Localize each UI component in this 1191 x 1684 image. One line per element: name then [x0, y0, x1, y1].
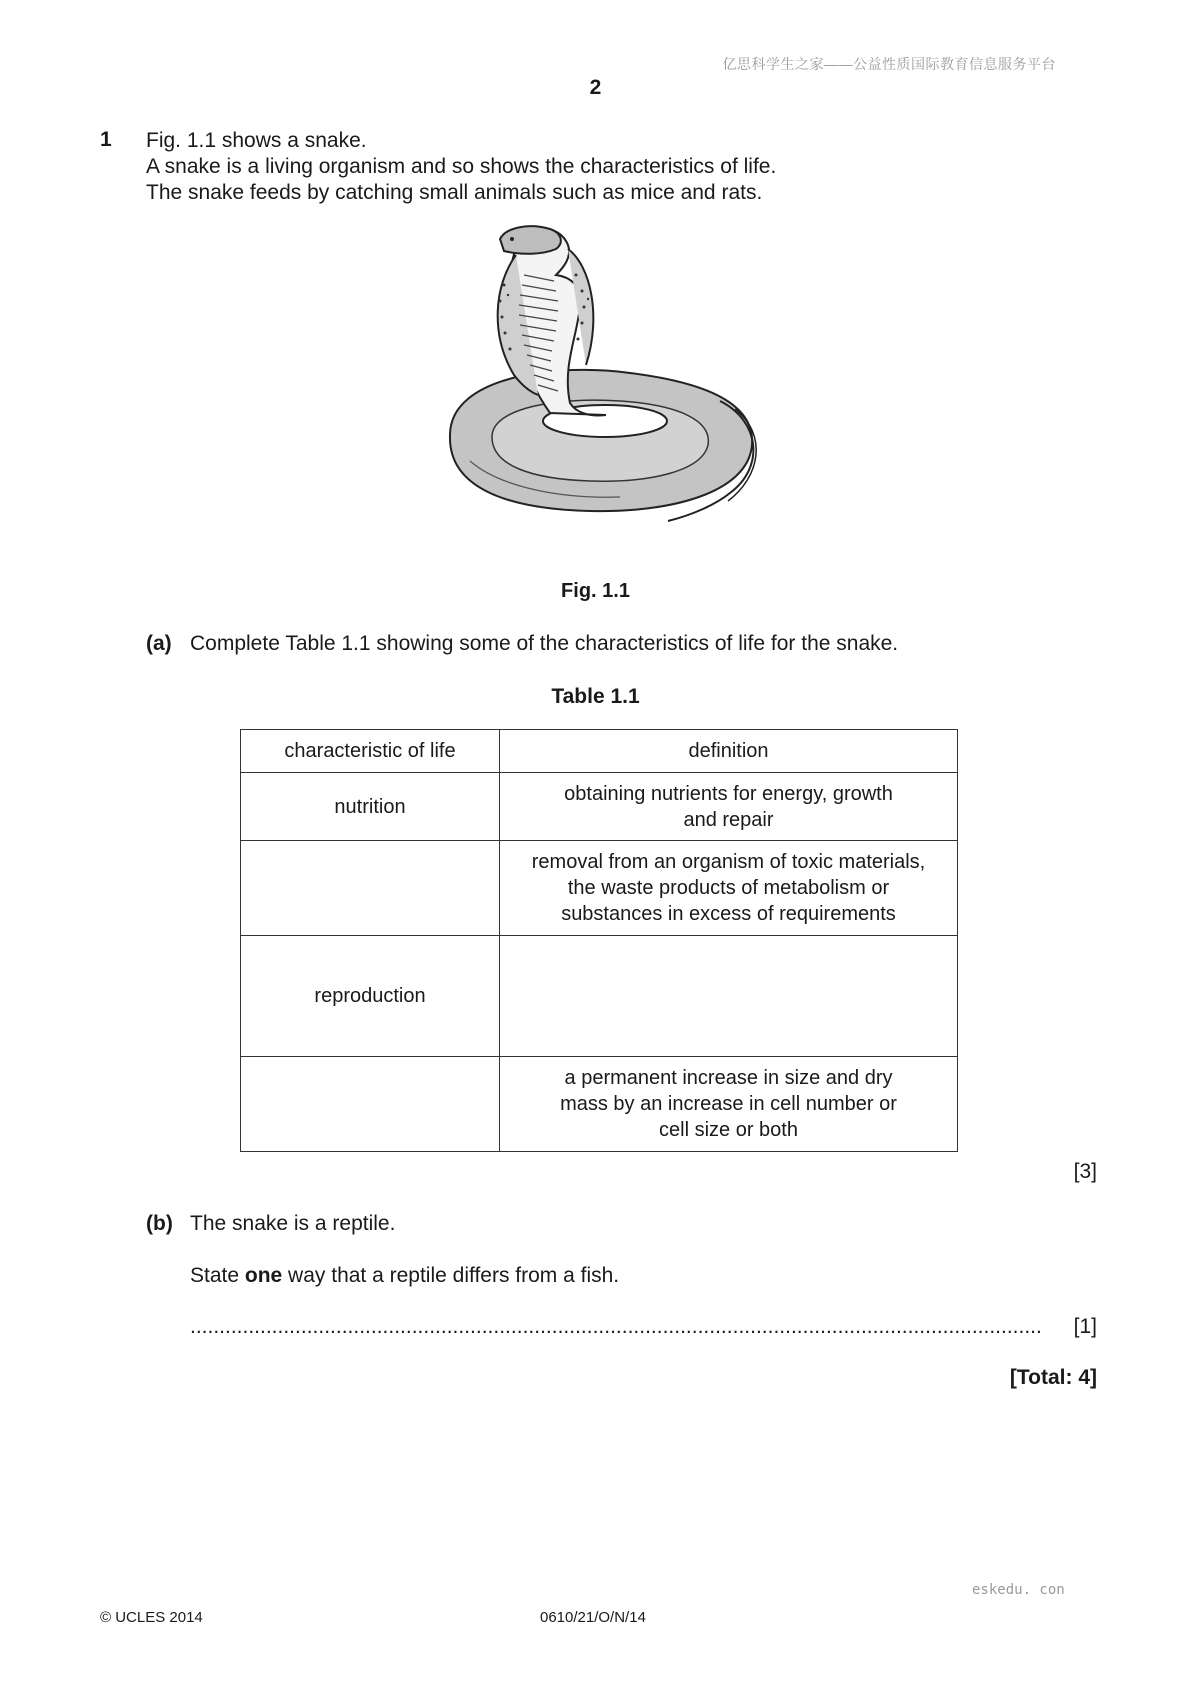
characteristic-answer-cell[interactable] [241, 841, 500, 936]
definition-answer-cell[interactable] [500, 936, 958, 1057]
definition-line: obtaining nutrients for energy, growth [564, 782, 893, 805]
characteristics-table [240, 729, 958, 1152]
characteristic-cell: reproduction [241, 936, 500, 1057]
table-row [241, 773, 958, 841]
table-row [241, 841, 958, 936]
part-b-instruction [190, 1264, 619, 1288]
header-watermark: 亿思科学生之家——公益性质国际教育信息服务平台 [722, 56, 1056, 72]
part-a-marks: [3] [1073, 1160, 1097, 1183]
table-title: Table 1.1 [551, 685, 640, 708]
definition-line: the waste products of metabolism or [567, 877, 890, 899]
definition-line: substances in excess of requirements [561, 903, 896, 925]
intro-line: The snake feeds by catching small animals such as mice and rats. [146, 181, 763, 204]
part-b-text: The snake is a reptile. [190, 1212, 396, 1235]
snake-illustration [430, 225, 770, 545]
part-a-text: Complete Table 1.1 showing some of the characteristics of life for the snake. [190, 632, 899, 655]
instruction-bold: one [244, 1264, 283, 1287]
definition-cell [500, 1057, 958, 1152]
page-number: 2 [589, 76, 602, 99]
characteristic-answer-cell[interactable] [241, 1057, 500, 1152]
table-header-row [241, 730, 958, 773]
table-row [241, 936, 958, 1057]
figure-caption: Fig. 1.1 [561, 580, 630, 602]
instruction-pre: State [190, 1264, 245, 1287]
characteristic-cell: nutrition [241, 773, 500, 841]
definition-line: mass by an increase in cell number or [560, 1093, 897, 1115]
header-definition: definition [500, 730, 958, 773]
question-number: 1 [100, 128, 112, 151]
footer-code: 0610/21/O/N/14 [540, 1609, 646, 1626]
header-characteristic: characteristic of life [241, 730, 500, 773]
intro-line: A snake is a living organism and so shows the characteristics of life. [146, 155, 777, 178]
part-a-label: (a) [146, 632, 172, 655]
intro-line: Fig. 1.1 shows a snake. [146, 129, 367, 152]
definition-cell [500, 841, 958, 936]
definition-line: cell size or both [659, 1119, 798, 1141]
part-b-marks: [1] [1073, 1315, 1097, 1338]
table-row [241, 1057, 958, 1152]
footer-copyright: © UCLES 2014 [100, 1609, 203, 1626]
answer-line[interactable]: .................................................................................................................................................. [190, 1315, 1042, 1338]
question-intro [146, 128, 776, 206]
definition-line: and repair [683, 808, 774, 831]
instruction-post: way that a reptile differs from a fish. [282, 1264, 620, 1287]
part-b-label: (b) [146, 1212, 173, 1235]
total-marks: [Total: 4] [1009, 1366, 1097, 1389]
definition-line: removal from an organism of toxic materials, [531, 851, 926, 873]
footer-watermark: eskedu. con [972, 1582, 1065, 1598]
definition-cell [500, 773, 958, 841]
definition-line: a permanent increase in size and dry [564, 1067, 893, 1089]
